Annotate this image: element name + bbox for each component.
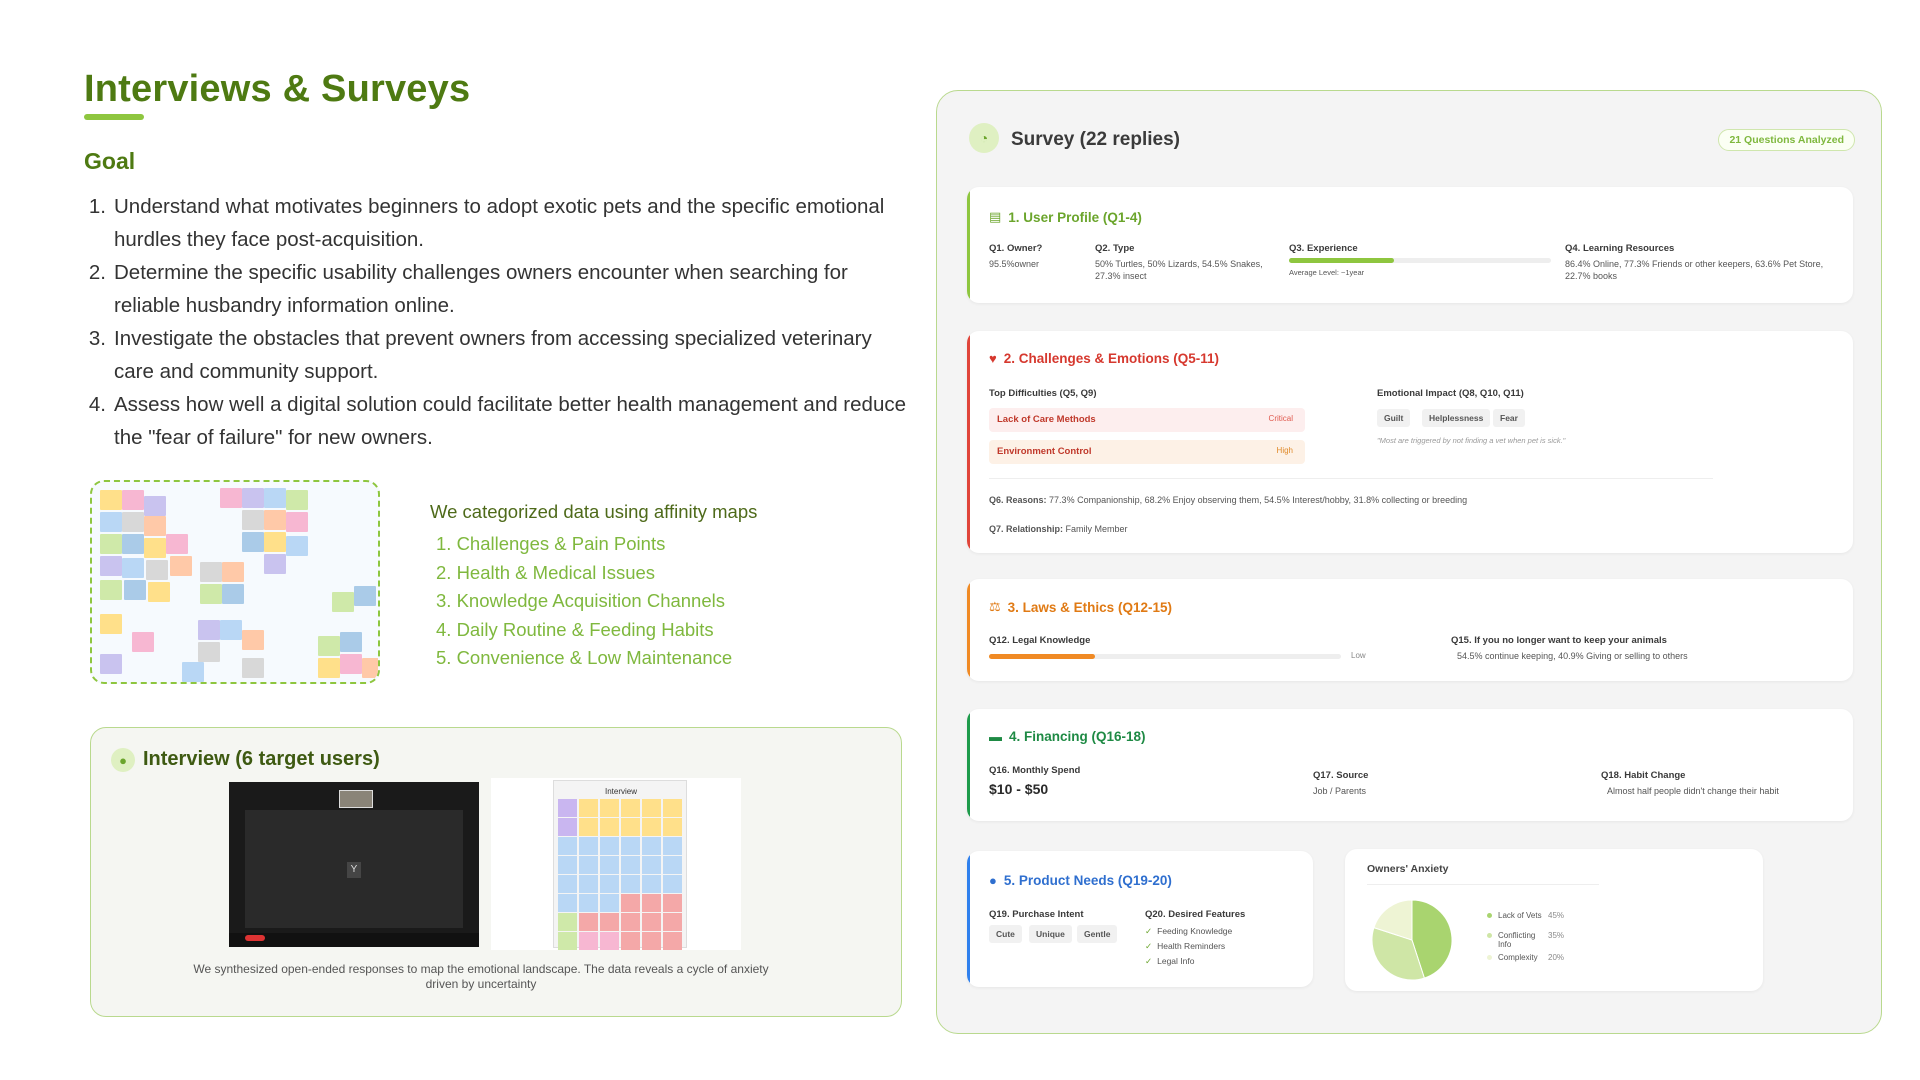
lightbulb-icon: ● xyxy=(989,873,997,888)
interview-card xyxy=(90,727,902,1017)
severity-tag: High xyxy=(1276,446,1293,455)
product-needs-heading: 5. Product Needs (Q19-20) xyxy=(1003,873,1172,888)
anxiety-chart-card xyxy=(1345,849,1763,991)
sticky-note xyxy=(663,837,682,855)
sticky-note xyxy=(362,658,380,678)
sticky-note xyxy=(642,894,661,912)
participant-avatar: Y xyxy=(347,862,361,878)
divider xyxy=(1367,884,1599,885)
sticky-note xyxy=(144,496,166,516)
emotional-impact-label: Emotional Impact (Q8, Q10, Q11) xyxy=(1377,388,1524,399)
emotion-chip: Guilt xyxy=(1377,409,1410,427)
sticky-note xyxy=(222,562,244,582)
scales-icon: ⚖ xyxy=(989,599,1001,614)
q6-value: 77.3% Companionship, 68.2% Enjoy observing them, 54.5% Interest/hobby, 31.8% collecting or breeding xyxy=(1049,495,1468,505)
anxiety-pie-chart xyxy=(1367,895,1457,985)
page-title: Interviews & Surveys xyxy=(84,68,471,110)
sticky-note xyxy=(663,799,682,817)
sticky-note xyxy=(642,837,661,855)
goal-number: 1. xyxy=(88,195,106,218)
q18-label: Q18. Habit Change xyxy=(1601,770,1686,781)
interview-title: Interview (6 target users) xyxy=(143,748,380,770)
sticky-note xyxy=(642,913,661,931)
sticky-note xyxy=(621,932,640,950)
user-profile-heading: 1. User Profile (Q1-4) xyxy=(1008,209,1142,225)
sticky-note xyxy=(621,913,640,931)
financing-card xyxy=(967,709,1853,821)
q2-value: 50% Turtles, 50% Lizards, 54.5% Snakes, 27.3% insect xyxy=(1095,259,1263,281)
card-accent xyxy=(967,187,970,303)
legend-label: Lack of Vets xyxy=(1498,911,1542,920)
broken-heart-icon: ♥ xyxy=(989,351,997,366)
sticky-note xyxy=(579,875,598,893)
top-difficulties-label: Top Difficulties (Q5, Q9) xyxy=(989,388,1097,399)
experience-bar-fill xyxy=(1289,258,1394,263)
intent-chip: Cute xyxy=(989,925,1022,943)
sticky-note xyxy=(558,799,577,817)
feature-text: Feeding Knowledge xyxy=(1157,926,1233,936)
call-toolbar xyxy=(229,933,479,947)
sticky-note xyxy=(621,818,640,836)
difficulty-name: Environment Control xyxy=(997,446,1092,457)
sticky-note xyxy=(264,554,286,574)
sticky-note xyxy=(132,632,154,652)
sticky-note xyxy=(642,856,661,874)
end-call-button xyxy=(245,935,265,941)
sticky-note xyxy=(198,642,220,662)
sticky-note xyxy=(100,580,122,600)
sticky-note xyxy=(286,490,308,510)
legend-item xyxy=(1487,953,1564,962)
legend-swatch xyxy=(1487,913,1492,918)
sticky-note xyxy=(124,580,146,600)
sticky-note xyxy=(663,932,682,950)
legend-swatch xyxy=(1487,933,1492,938)
sticky-note xyxy=(558,932,577,950)
title-underline xyxy=(84,114,144,120)
affinity-category-list xyxy=(436,530,732,673)
sticky-note xyxy=(600,799,619,817)
intent-chip: Unique xyxy=(1029,925,1072,943)
q20-label: Q20. Desired Features xyxy=(1145,909,1246,920)
sticky-note xyxy=(663,856,682,874)
sticky-note xyxy=(600,875,619,893)
sticky-note xyxy=(340,654,362,674)
sticky-note xyxy=(122,512,144,532)
goal-item xyxy=(84,256,914,322)
questions-badge: 21 Questions Analyzed xyxy=(1718,129,1855,151)
feature-text: Legal Info xyxy=(1157,956,1195,966)
sticky-note xyxy=(642,799,661,817)
sticky-note xyxy=(579,799,598,817)
sticky-note xyxy=(663,818,682,836)
sticky-note xyxy=(621,837,640,855)
q15-value: 54.5% continue keeping, 40.9% Giving or selling to others xyxy=(1457,651,1688,661)
experience-bar xyxy=(1289,258,1551,263)
challenges-card xyxy=(967,331,1853,553)
pie-chart-icon: ◔ xyxy=(969,123,999,153)
sticky-note xyxy=(600,894,619,912)
sticky-note xyxy=(222,584,244,604)
card-heading xyxy=(989,209,1142,225)
sticky-note xyxy=(242,630,264,650)
survey-title: Survey (22 replies) xyxy=(1011,129,1180,150)
sticky-note xyxy=(242,510,264,530)
laws-card xyxy=(967,579,1853,681)
sticky-note xyxy=(558,837,577,855)
sticky-note xyxy=(663,894,682,912)
legend-label: Conflicting Info xyxy=(1498,931,1536,949)
legend-item xyxy=(1487,931,1564,949)
sticky-note xyxy=(600,837,619,855)
q3-label: Q3. Experience xyxy=(1289,243,1358,254)
feature-item xyxy=(1145,956,1194,967)
participant-thumbnail xyxy=(339,790,373,808)
emotion-chip: Helplessness xyxy=(1422,409,1490,427)
sticky-note xyxy=(600,856,619,874)
legal-knowledge-bar-fill xyxy=(989,654,1095,659)
goal-list xyxy=(84,190,914,454)
sticky-note xyxy=(621,856,640,874)
sticky-note xyxy=(242,658,264,678)
sticky-note xyxy=(286,536,308,556)
check-icon: ✓ xyxy=(1145,941,1153,951)
sticky-note xyxy=(200,584,222,604)
q17-label: Q17. Source xyxy=(1313,770,1369,781)
sticky-note xyxy=(170,556,192,576)
anxiety-chart-title: Owners' Anxiety xyxy=(1367,863,1449,875)
severity-tag: Critical xyxy=(1268,414,1293,423)
sticky-note xyxy=(579,818,598,836)
sticky-note xyxy=(264,510,286,530)
card-accent xyxy=(967,709,970,821)
sticky-note xyxy=(264,532,286,552)
sticky-note xyxy=(220,620,242,640)
card-heading xyxy=(989,873,1172,888)
q7-row xyxy=(989,523,1128,535)
affinity-category: 4. Daily Routine & Feeding Habits xyxy=(436,618,714,640)
goal-text: Determine the specific usability challenges owners encounter when searching for reliable husbandry information online. xyxy=(114,261,848,317)
q2-label: Q2. Type xyxy=(1095,243,1135,254)
q19-label: Q19. Purchase Intent xyxy=(989,909,1084,920)
difficulty-row xyxy=(989,408,1305,432)
financing-heading: 4. Financing (Q16-18) xyxy=(1009,729,1146,744)
board-label: Interview xyxy=(604,787,637,796)
goal-heading: Goal xyxy=(84,148,136,174)
sticky-note xyxy=(642,818,661,836)
wallet-icon: ▬ xyxy=(989,729,1002,744)
q16-value: $10 - $50 xyxy=(989,781,1049,797)
sticky-note xyxy=(579,913,598,931)
sticky-note xyxy=(100,556,122,576)
sticky-note xyxy=(600,818,619,836)
sticky-note xyxy=(100,654,122,674)
goal-item xyxy=(84,190,914,256)
sticky-note xyxy=(122,558,144,578)
sticky-note xyxy=(579,932,598,950)
sticky-note xyxy=(122,534,144,554)
sticky-note xyxy=(558,913,577,931)
sticky-note xyxy=(242,532,264,552)
sticky-note xyxy=(220,488,242,508)
divider xyxy=(989,478,1713,479)
q6-label: Q6. Reasons: xyxy=(989,495,1047,505)
sticky-note xyxy=(558,818,577,836)
legend-value: 45% xyxy=(1548,911,1565,920)
card-heading xyxy=(989,351,1219,366)
q1-label: Q1. Owner? xyxy=(989,243,1043,254)
difficulty-row xyxy=(989,440,1305,464)
survey-panel xyxy=(936,90,1882,1034)
legal-knowledge-bar xyxy=(989,654,1341,659)
legend-item xyxy=(1487,911,1564,920)
sticky-note xyxy=(100,512,122,532)
q3-value: Average Level: ~1year xyxy=(1289,268,1365,277)
sticky-note xyxy=(318,658,340,678)
feature-item xyxy=(1145,941,1225,952)
sticky-note xyxy=(148,582,170,602)
q1-value: 95.5%owner xyxy=(989,259,1040,269)
card-heading xyxy=(989,729,1146,744)
intent-chip: Gentle xyxy=(1077,925,1117,943)
sticky-note xyxy=(146,560,168,580)
q7-label: Q7. Relationship: xyxy=(989,524,1064,534)
sticky-note xyxy=(354,586,376,606)
emotion-quote: "Most are triggered by not finding a vet when pet is sick." xyxy=(1377,436,1566,445)
challenges-heading: 2. Challenges & Emotions (Q5-11) xyxy=(1003,351,1220,366)
feature-text: Health Reminders xyxy=(1157,941,1226,951)
sticky-note xyxy=(558,875,577,893)
q6-row xyxy=(989,494,1467,506)
sticky-note xyxy=(621,894,640,912)
sticky-note xyxy=(200,562,222,582)
affinity-category: 2. Health & Medical Issues xyxy=(436,561,656,583)
interview-board-screenshot xyxy=(491,778,741,950)
legend-swatch xyxy=(1487,955,1492,960)
sticky-note xyxy=(600,913,619,931)
sticky-note xyxy=(144,538,166,558)
sticky-note xyxy=(663,913,682,931)
sticky-note xyxy=(600,932,619,950)
q18-value: Almost half people didn't change their habit xyxy=(1607,786,1779,796)
sticky-note xyxy=(286,512,308,532)
affinity-category: 3. Knowledge Acquisition Channels xyxy=(436,590,725,611)
q12-label: Q12. Legal Knowledge xyxy=(989,635,1091,646)
difficulty-name: Lack of Care Methods xyxy=(997,414,1096,425)
sticky-note xyxy=(558,856,577,874)
sticky-note xyxy=(579,837,598,855)
q4-label: Q4. Learning Resources xyxy=(1565,243,1675,254)
goal-text: Understand what motivates beginners to adopt exotic pets and the specific emotional hurdles they face post-acquisition. xyxy=(114,195,885,251)
sticky-note xyxy=(579,894,598,912)
id-card-icon: ▤ xyxy=(989,209,1002,224)
check-icon: ✓ xyxy=(1145,956,1153,966)
sticky-note xyxy=(122,490,144,510)
q15-label: Q15. If you no longer want to keep your animals xyxy=(1451,635,1667,646)
sticky-note xyxy=(182,662,204,682)
product-needs-card xyxy=(967,851,1313,987)
goal-item xyxy=(84,322,914,388)
emotion-chip: Fear xyxy=(1493,409,1525,427)
goal-item xyxy=(84,388,914,454)
legend-value: 35% xyxy=(1548,931,1565,940)
q4-value: 86.4% Online, 77.3% Friends or other keepers, 63.6% Pet Store, 22.7% books xyxy=(1565,259,1824,281)
card-accent xyxy=(967,579,970,681)
sticky-note xyxy=(242,488,264,508)
video-call-screenshot xyxy=(229,782,479,947)
sticky-note xyxy=(100,490,122,510)
affinity-caption: We categorized data using affinity maps xyxy=(430,501,758,522)
goal-number: 3. xyxy=(88,327,106,350)
sticky-note xyxy=(318,636,340,656)
interview-board xyxy=(553,780,687,948)
card-accent xyxy=(967,331,970,553)
chat-icon: ● xyxy=(111,748,135,772)
sticky-note xyxy=(264,488,286,508)
q7-value: Family Member xyxy=(1065,524,1128,534)
sticky-note xyxy=(579,856,598,874)
legend-value: 20% xyxy=(1548,953,1565,962)
sticky-note xyxy=(642,875,661,893)
sticky-note xyxy=(340,632,362,652)
goal-text: Investigate the obstacles that prevent owners from accessing specialized veterinary care and community support. xyxy=(114,327,872,383)
card-heading xyxy=(989,599,1172,615)
user-profile-card xyxy=(967,187,1853,303)
affinity-map-image xyxy=(90,480,380,684)
card-accent xyxy=(967,851,970,987)
legal-level-text: Low xyxy=(1351,651,1366,660)
sticky-note xyxy=(144,516,166,536)
interview-caption: We synthesized open-ended responses to map the emotional landscape. The data reveals a cycle of anxiety driven by uncertainty xyxy=(193,962,769,991)
laws-heading: 3. Laws & Ethics (Q12-15) xyxy=(1007,599,1172,615)
sticky-note xyxy=(621,799,640,817)
sticky-note xyxy=(198,620,220,640)
q17-value: Job / Parents xyxy=(1313,786,1367,796)
sticky-note xyxy=(663,875,682,893)
q16-label: Q16. Monthly Spend xyxy=(989,765,1081,776)
sticky-note xyxy=(100,534,122,554)
goal-text: Assess how well a digital solution could facilitate better health management and reduce the "fear of failure" for new owners. xyxy=(114,393,906,449)
goal-number: 2. xyxy=(88,261,106,284)
sticky-note xyxy=(558,894,577,912)
check-icon: ✓ xyxy=(1145,926,1153,936)
feature-item xyxy=(1145,926,1232,937)
affinity-category: 1. Challenges & Pain Points xyxy=(436,533,666,554)
legend-label: Complexity xyxy=(1498,953,1538,962)
affinity-category: 5. Convenience & Low Maintenance xyxy=(436,647,733,668)
sticky-note xyxy=(100,614,122,634)
goal-number: 4. xyxy=(88,393,106,416)
sticky-note xyxy=(642,932,661,950)
sticky-note xyxy=(621,875,640,893)
sticky-note xyxy=(332,592,354,612)
sticky-note xyxy=(166,534,188,554)
